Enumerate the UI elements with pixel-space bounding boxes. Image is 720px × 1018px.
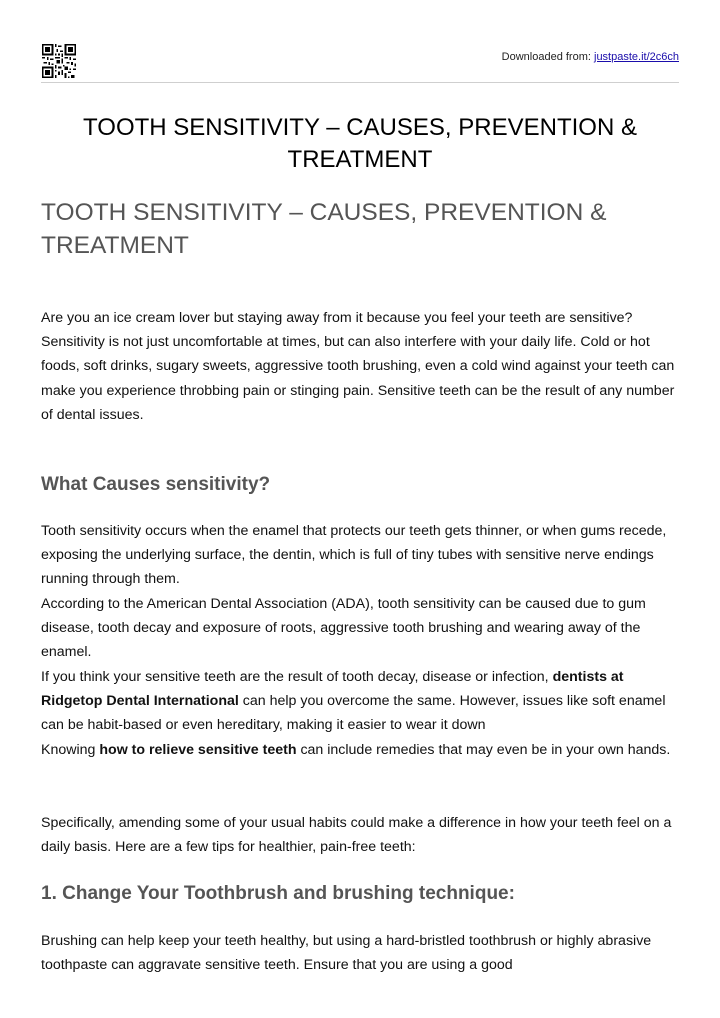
p3-text-end: can help you overcome the same. However, issues like soft enamel can be habit-based or even hereditary, making it easier to wear it down — [41, 693, 666, 734]
relieve-sensitive-teeth-text: how to relieve sensitive teeth — [99, 742, 297, 758]
intro-paragraph: Are you an ice cream lover but staying away from it because you feel your teeth are sensitive? Sensitivity is not just uncomfortable at times, but can also interfere with your daily life. Cold or hot foods, soft drinks, sugary sweets, aggressive tooth brushing, even a cold wind against your teeth can make you experience throbbing pain or stinging pain. Sensitive teeth can be the result of any number of dental issues. — [41, 310, 675, 423]
causes-paragraph-3 — [41, 665, 683, 738]
p4-text-end: can include remedies that may even be in your own hands. — [296, 742, 671, 758]
qr-code-icon — [42, 44, 76, 78]
article-title: TOOTH SENSITIVITY – CAUSES, PREVENTION & TREATMENT — [41, 199, 607, 259]
causes-paragraph-2: According to the American Dental Association (ADA), tooth sensitivity can be caused due to gum disease, tooth decay and exposure of roots, aggressive tooth brushing and wearing away of the enamel. — [41, 596, 646, 661]
section-heading-causes: What Causes sensitivity? — [41, 474, 271, 495]
p3-text: If you think your sensitive teeth are the result of tooth decay, disease or infection, — [41, 669, 553, 685]
download-source — [502, 51, 679, 63]
source-link[interactable]: justpaste.it/2c6ch — [594, 51, 679, 63]
causes-paragraph-4 — [41, 738, 683, 762]
dentists-link-text: dentists at Ridgetop Dental International — [41, 669, 624, 710]
p4-text: Knowing — [41, 742, 100, 758]
header-divider — [41, 82, 679, 83]
causes-paragraph-1: Tooth sensitivity occurs when the enamel that protects our teeth gets thinner, or when gums recede, exposing the underlying surface, the dentin, which is full of tiny tubes with sensitive nerve endings running through them. — [41, 523, 667, 588]
toothbrush-paragraph-1: Brushing can help keep your teeth healthy, but using a hard-bristled toothbrush or highly abrasive toothpaste can aggravate sensitive teeth. Ensure that you are using a good — [41, 933, 652, 974]
download-label: Downloaded from: — [501, 51, 591, 63]
page-title: TOOTH SENSITIVITY – CAUSES, PREVENTION & TREATMENT — [83, 114, 637, 173]
causes-paragraph-5: Specifically, amending some of your usual habits could make a difference in how your teeth feel on a daily basis. Here are a few tips for healthier, pain-free teeth: — [41, 815, 672, 856]
section-heading-toothbrush: 1. Change Your Toothbrush and brushing technique: — [41, 883, 515, 904]
